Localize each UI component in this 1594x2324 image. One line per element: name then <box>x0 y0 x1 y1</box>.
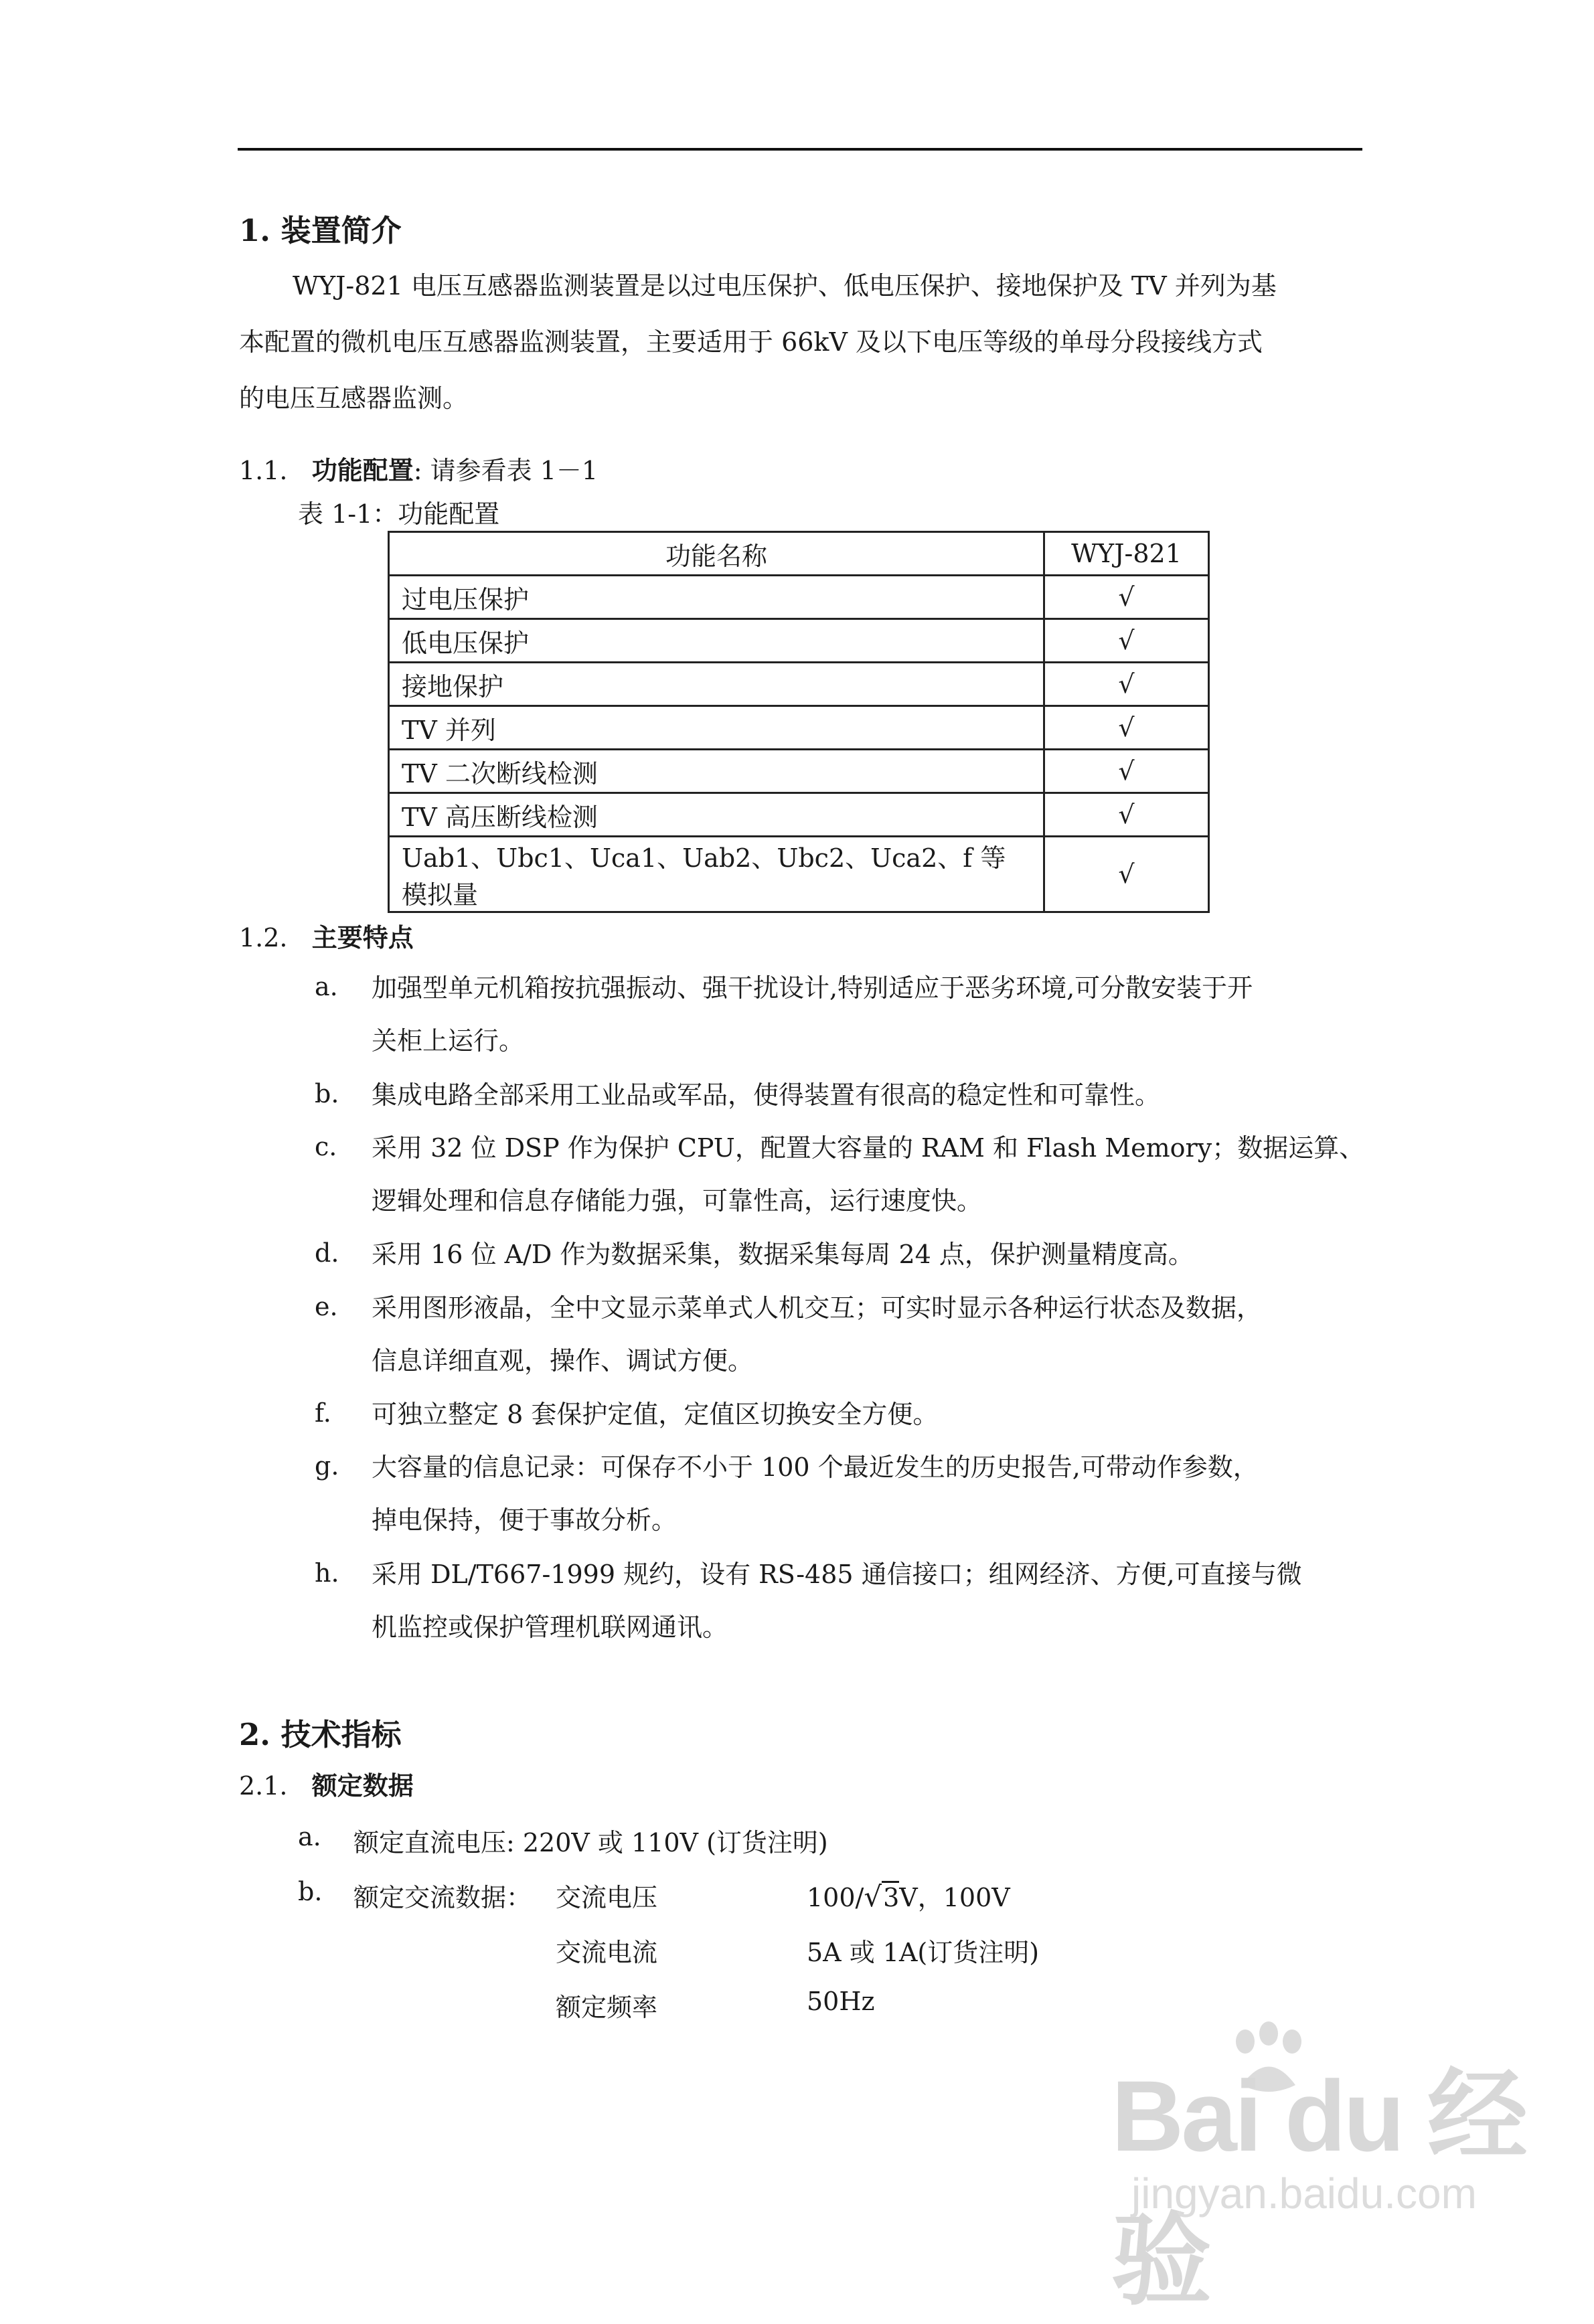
list-item <box>372 1228 1429 1281</box>
table-cell-check: √ <box>1044 663 1209 706</box>
function-table <box>388 531 1210 913</box>
list-line: 加强型单元机箱按抗强振动、强干扰设计,特别适应于恶劣环境,可分散安装于开 <box>372 973 1253 1003</box>
list-line: 采用 16 位 A/D 作为数据采集，数据采集每周 24 点，保护测量精度高。 <box>372 1240 1194 1269</box>
list-letter: h. <box>315 1558 339 1588</box>
sqrt-symbol: √3 <box>864 1880 900 1913</box>
list-line: 采用 32 位 DSP 作为保护 CPU，配置大容量的 RAM 和 Flash Memory；数据运算、 <box>372 1133 1365 1163</box>
table-row <box>389 663 1209 706</box>
list-item <box>372 1388 1429 1441</box>
watermark-logo: Bai du 经验 <box>1111 2060 1526 2317</box>
table-cell-name: 过电压保护 <box>389 576 1044 619</box>
value-text: V，100V <box>899 1883 1010 1912</box>
ac-current-value: 5A 或 1A(订货注明) <box>807 1938 1040 1967</box>
table-cell-name: 低电压保护 <box>389 619 1044 663</box>
table-header-row <box>389 532 1209 576</box>
intro-line-1: WYJ-821 电压互感器监测装置是以过电压保护、低电压保护、接地保护及 TV 并列为基 <box>293 271 1277 301</box>
list-item <box>372 1122 1429 1228</box>
intro-line-3: 的电压互感器监测。 <box>239 384 469 413</box>
table-row <box>389 706 1209 750</box>
section-1-intro <box>239 258 1364 426</box>
sqrt-radicand: 3 <box>882 1881 899 1912</box>
list-letter: e. <box>315 1292 338 1321</box>
table-cell-check: √ <box>1044 793 1209 837</box>
list-line: 掉电保持，便于事故分析。 <box>372 1505 678 1535</box>
list-line: 逻辑处理和信息存储能力强，可靠性高，运行速度快。 <box>372 1186 983 1216</box>
table-cell-name: Uab1、Ubc1、Uca1、Uab2、Ubc2、Uca2、f 等模拟量 <box>389 837 1044 912</box>
list-letter: d. <box>315 1238 339 1268</box>
ac-voltage-value <box>807 1877 1010 1914</box>
table-row <box>389 576 1209 619</box>
table-caption: 表 1-1：功能配置 <box>298 499 500 529</box>
section-number: 1.2. <box>239 923 288 952</box>
list-item <box>372 1282 1429 1388</box>
table-cell-name: TV 高压断线检测 <box>389 793 1044 837</box>
list-line: 采用 DL/T667-1999 规约，设有 RS-485 通信接口；组网经济、方便,可直接与微 <box>372 1560 1302 1589</box>
section-number: 1.1. <box>239 456 288 485</box>
list-line: 大容量的信息记录：可保存不小于 100 个最近发生的历史报告,可带动作参数， <box>372 1452 1259 1482</box>
table-cell-check: √ <box>1044 750 1209 793</box>
list-letter: a. <box>298 1822 321 1851</box>
header-rule <box>238 148 1362 151</box>
table-cell-check: √ <box>1044 619 1209 663</box>
table-cell-check: √ <box>1044 706 1209 750</box>
table-cell-name: TV 二次断线检测 <box>389 750 1044 793</box>
table-row <box>389 837 1209 912</box>
list-line: 可独立整定 8 套保护定值，定值区切换安全方便。 <box>372 1400 939 1429</box>
table-cell-check: √ <box>1044 576 1209 619</box>
list-item <box>372 1069 1429 1122</box>
intro-line-2: 本配置的微机电压互感器监测装置，主要适用于 66kV 及以下电压等级的单母分段接线方式 <box>239 327 1263 357</box>
value-text: 100/ <box>807 1883 864 1912</box>
table-header-cell: WYJ-821 <box>1044 532 1209 576</box>
ac-current-label: 交流电流 <box>556 1938 658 1967</box>
section-1-1-heading <box>239 450 598 487</box>
section-1-heading: 1. 装置简介 <box>239 213 402 248</box>
list-line: 机监控或保护管理机联网通讯。 <box>372 1612 728 1642</box>
list-letter: a. <box>315 972 338 1001</box>
watermark-url: jingyan.baidu.com <box>1131 2169 1477 2218</box>
list-letter: g. <box>315 1451 339 1481</box>
list-line: 信息详细直观，操作、调试方便。 <box>372 1346 754 1376</box>
section-2-1-heading <box>239 1765 414 1802</box>
table-row <box>389 793 1209 837</box>
table-row <box>389 750 1209 793</box>
list-letter: b. <box>315 1079 339 1108</box>
section-1-2-heading <box>239 917 414 954</box>
section-suffix: : 请参看表 1－1 <box>413 456 599 485</box>
rated-frequency-value: 50Hz <box>807 1987 875 2016</box>
list-item <box>372 1441 1429 1547</box>
list-line: 关柜上运行。 <box>372 1026 525 1056</box>
list-letter: b. <box>298 1877 323 1906</box>
rated-dc-voltage: 额定直流电压: 220V 或 110V (订货注明) <box>353 1828 828 1857</box>
rated-ac-label: 额定交流数据： <box>353 1883 532 1912</box>
table-cell-check: √ <box>1044 837 1209 912</box>
rated-frequency-label: 额定频率 <box>556 1993 658 2022</box>
section-2-heading: 2. 技术指标 <box>239 1717 402 1752</box>
section-number: 2.1. <box>239 1771 288 1801</box>
list-letter: c. <box>315 1132 337 1161</box>
table-cell-name: TV 并列 <box>389 706 1044 750</box>
list-item <box>372 962 1429 1068</box>
list-line: 采用图形液晶，全中文显示菜单式人机交互；可实时显示各种运行状态及数据， <box>372 1293 1263 1323</box>
list-item <box>372 1548 1429 1654</box>
list-letter: f. <box>315 1398 331 1428</box>
section-title: 额定数据 <box>311 1770 414 1801</box>
table-header-cell: 功能名称 <box>389 532 1044 576</box>
list-line: 集成电路全部采用工业品或军品，使得装置有很高的稳定性和可靠性。 <box>372 1080 1161 1110</box>
ac-voltage-label: 交流电压 <box>556 1883 658 1912</box>
table-cell-name: 接地保护 <box>389 663 1044 706</box>
section-title: 主要特点 <box>311 922 414 952</box>
table-row <box>389 619 1209 663</box>
section-title: 功能配置 <box>311 455 414 485</box>
